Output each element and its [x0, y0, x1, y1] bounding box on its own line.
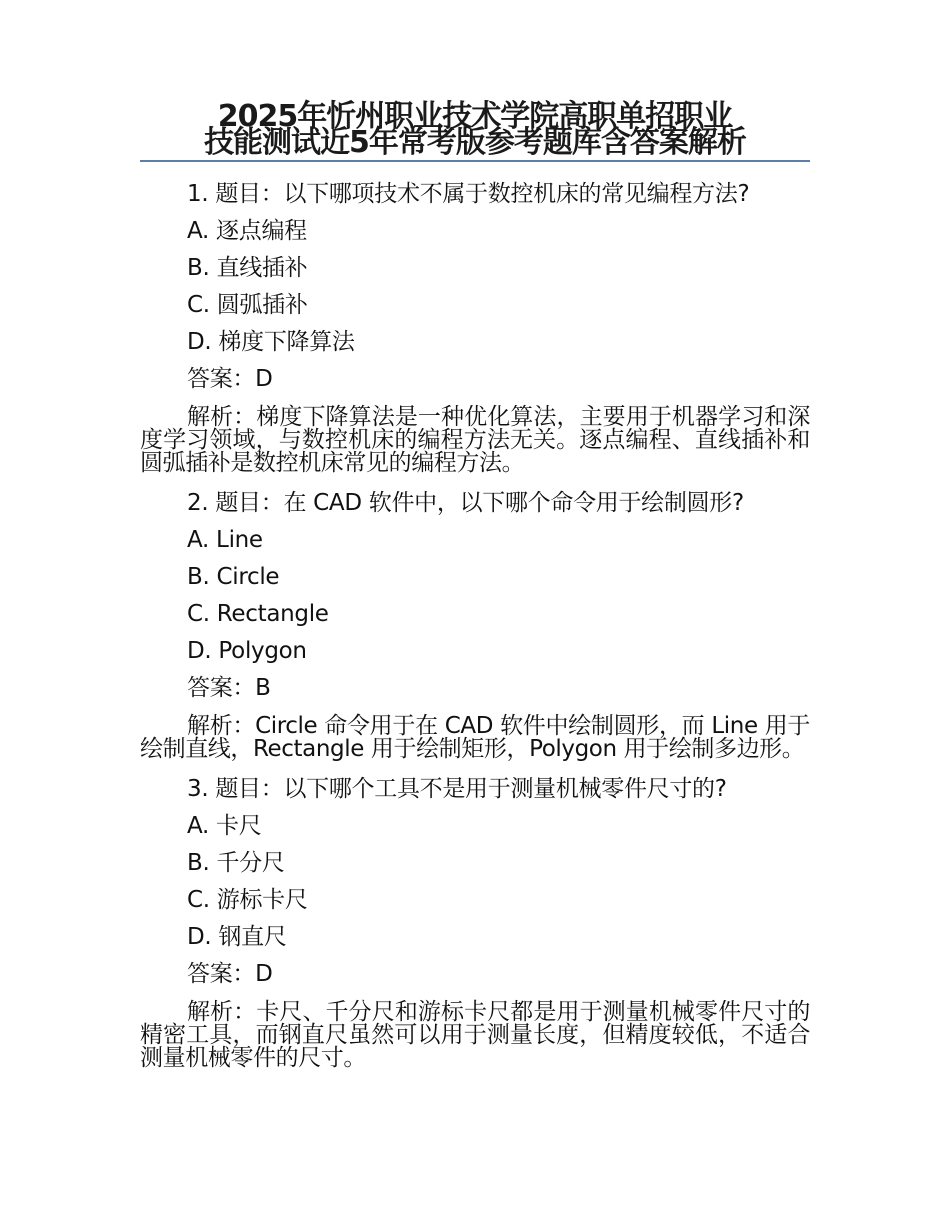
explanation: 解析：梯度下降算法是一种优化算法，主要用于机器学习和深度学习领域，与数控机床的编程方法无关。逐点编程、直线插补和圆弧插补是数控机床常见的编程方法。	[140, 404, 810, 476]
option-c: C. 游标卡尺	[187, 887, 308, 913]
question-stem: 3. 题目：以下哪个工具不是用于测量机械零件尺寸的?	[187, 776, 727, 802]
question-list	[140, 176, 810, 1080]
page-title	[140, 99, 810, 160]
option-d: D. 梯度下降算法	[187, 329, 355, 355]
question-stem: 2. 题目：在 CAD 软件中，以下哪个命令用于绘制圆形?	[187, 490, 744, 516]
question-3	[140, 771, 810, 1080]
option-c: C. 圆弧插补	[187, 292, 308, 318]
option-b: B. Circle	[187, 564, 280, 590]
option-a: A. 逐点编程	[187, 218, 307, 244]
page-title-line-1: 2025年忻州职业技术学院高职单招职业	[217, 99, 733, 134]
option-d: D. Polygon	[187, 638, 307, 664]
answer: 答案：D	[187, 366, 273, 392]
option-b: B. 直线插补	[187, 255, 308, 281]
question-stem: 1. 题目：以下哪项技术不属于数控机床的常见编程方法?	[187, 181, 750, 207]
option-a: A. Line	[187, 527, 263, 553]
page-title-line-2: 技能测试近5年常考版参考题库含答案解析	[204, 125, 746, 160]
explanation: 解析：Circle 命令用于在 CAD 软件中绘制圆形，而 Line 用于绘制直线，Rectangle 用于绘制矩形，Polygon 用于绘制多边形。	[140, 713, 810, 762]
option-a: A. 卡尺	[187, 813, 262, 839]
question-2	[140, 485, 810, 771]
answer: 答案：B	[187, 675, 271, 701]
answer: 答案：D	[187, 961, 273, 987]
option-b: B. 千分尺	[187, 850, 285, 876]
option-c: C. Rectangle	[187, 601, 329, 627]
option-d: D. 钢直尺	[187, 924, 287, 950]
title-underline	[140, 160, 810, 162]
explanation: 解析：卡尺、千分尺和游标卡尺都是用于测量机械零件尺寸的精密工具，而钢直尺虽然可以用于测量长度，但精度较低，不适合测量机械零件的尺寸。	[140, 999, 810, 1071]
question-1	[140, 176, 810, 485]
